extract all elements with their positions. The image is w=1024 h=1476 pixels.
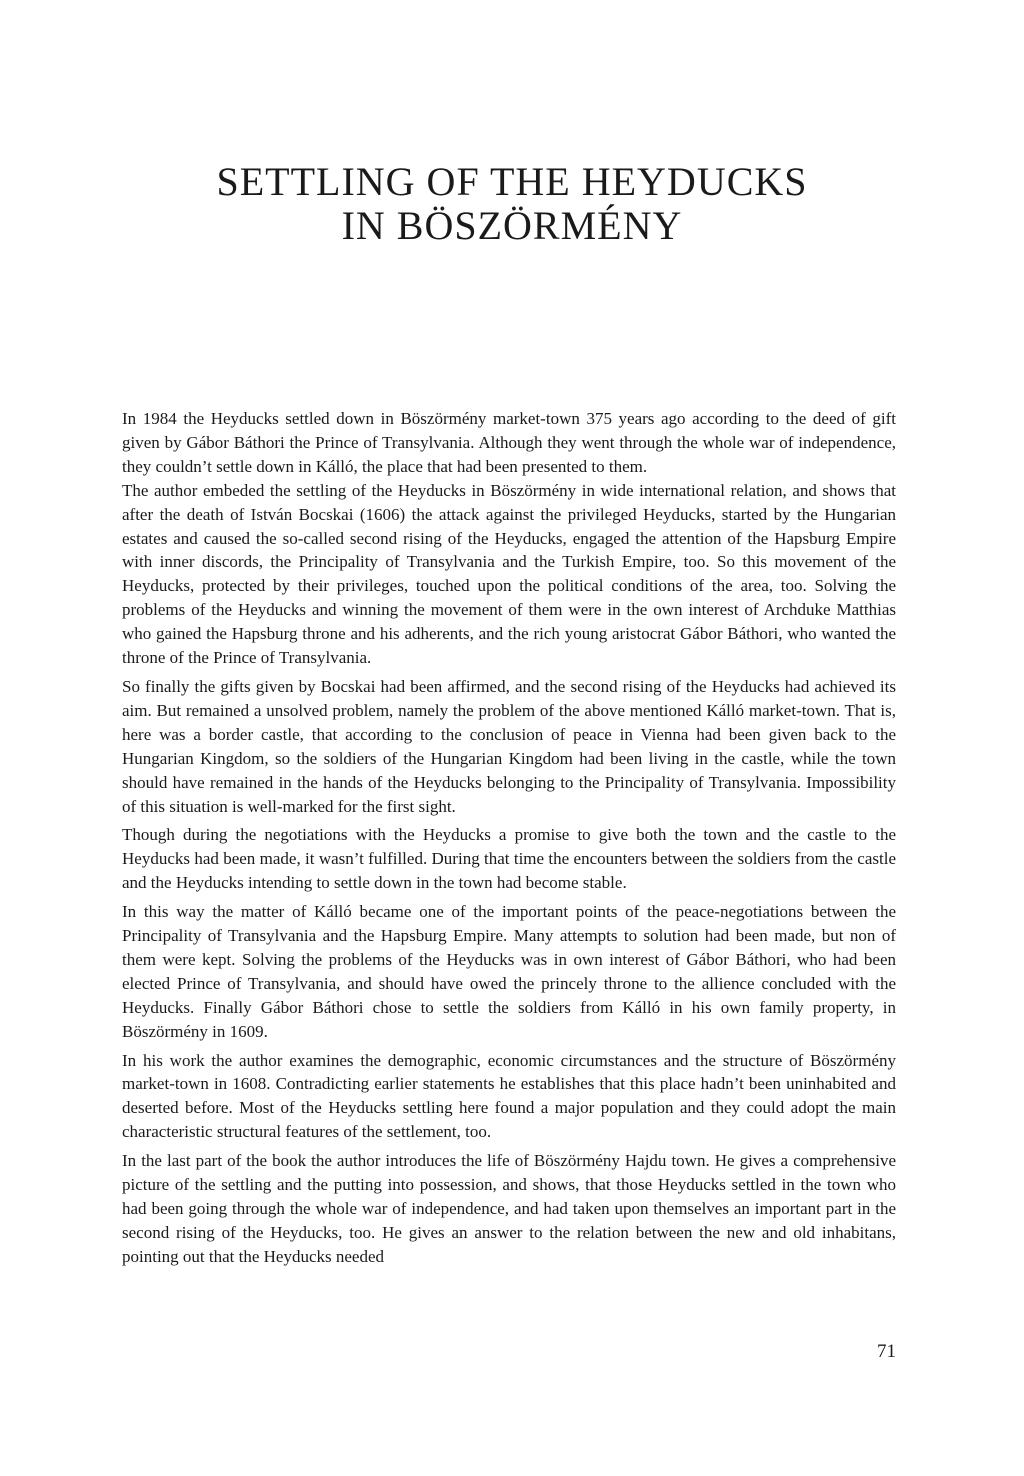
paragraph-3: So finally the gifts given by Bocskai had been affirmed, and the second rising of the Heyducks had achieved its aim. But remained a unsolved problem, namely the problem of the above mentioned Kálló market-town. That is, here was a border castle, that according to the conclusion of peace in Vienna had been given back to the Hungarian Kingdom, so the soldiers of the Hungarian Kingdom had been living in the castle, while the town should have remained in the hands of the Heyducks belonging to the Principality of Transylvania. Impossibility of this situation is well-marked for the first sight. — [122, 676, 896, 816]
paragraph-6: In his work the author examines the demographic, economic circumstances and the structure of Böszörmény market-town in 1608. Contradicting earlier statements he establishes that this place hadn’t been uninhabited and deserted before. Most of the Heyducks settling here found a major population and they could adopt the main characteristic structural features of the settlement, too. — [122, 1050, 896, 1142]
paragraph-2: The author embeded the settling of the Heyducks in Böszörmény in wide international relation, and shows that after the death of István Bocskai (1606) the attack against the privileged Heyducks, started by the Hungarian estates and caused the so-called second rising of the Heyducks, engaged the attention of the Hapsburg Empire with inner discords, the Principality of Transylvania and the Turkish Empire, too. So this movement of the Heyducks, protected by their privileges, touched upon the political conditions of the area, too. Solving the problems of the Heyducks and winning the movement of them were in the own interest of Archduke Matthias who gained the Hapsburg throne and his adherents, and the rich young aristocrat Gábor Báthori, who wanted the throne of the Prince of Transylvania. — [122, 480, 896, 668]
paragraph-5: In this way the matter of Kálló became one of the important points of the peace-negotiations between the Principality of Transylvania and the Hapsburg Empire. Many attempts to solution had been made, but non of them were kept. Solving the problems of the Heyducks was in own interest of Gábor Báthori, who had been elected Prince of Transylvania, and should have owed the princely throne to the allience concluded with the Heyducks. Finally Gábor Báthori chose to settle the soldiers from Kálló in his own family property, in Böszörmény in 1609. — [122, 902, 896, 1041]
paragraph-7: In the last part of the book the author introduces the life of Böszörmény Hajdu town. He gives a comprehensive picture of the settling and the putting into possession, and shows, that those Heyducks settled in the town who had been going through the whole war of independence, and had taken upon themselves an important part in the second rising of the Heyducks, too. He gives an answer to the relation between the new and old inhabitans, pointing out that the Heyducks needed — [122, 1151, 896, 1266]
body-text — [122, 407, 896, 1269]
paragraph-4: Though during the negotiations with the Heyducks a promise to give both the town and the castle to the Heyducks had been made, it wasn’t fulfilled. During that time the encounters between the soldiers from the castle and the Heyducks intending to settle down in the town had become stable. — [122, 825, 896, 893]
paragraph-1: In 1984 the Heyducks settled down in Böszörmény market-town 375 years ago according to the deed of gift given by Gábor Báthori the Prince of Transylvania. Although they went through the whole war of independence, they couldn’t settle down in Kálló, the place that had been presented to them. — [122, 409, 896, 476]
title-line-1: SETTLING OF THE HEYDUCKS — [216, 159, 808, 204]
page-number: 71 — [877, 1341, 896, 1362]
page-title — [0, 160, 1024, 248]
title-line-2: IN BÖSZÖRMÉNY — [341, 203, 683, 248]
